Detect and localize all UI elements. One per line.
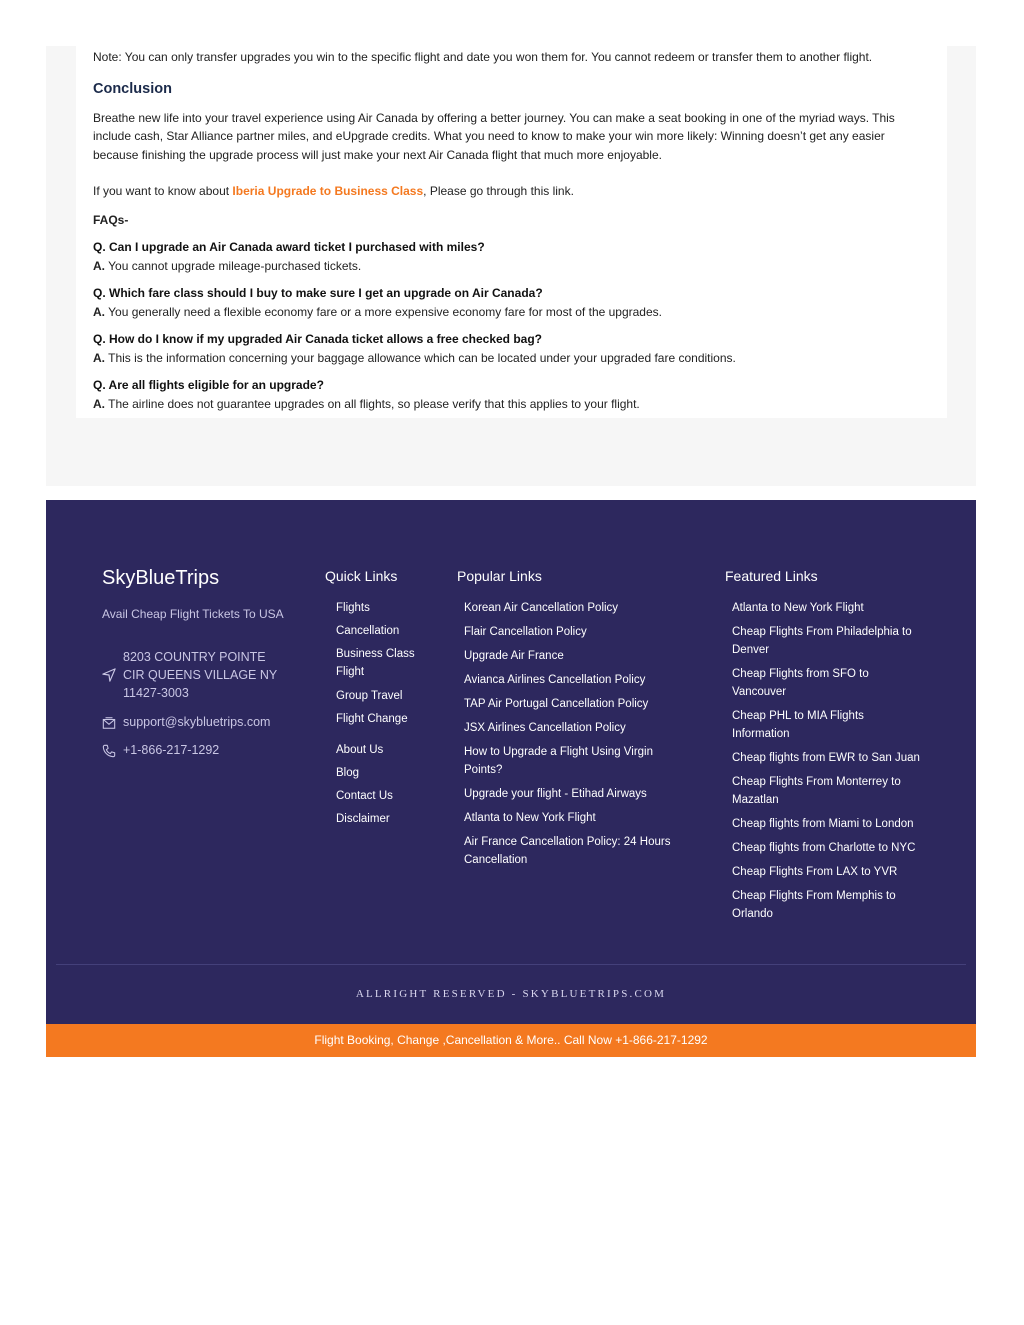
- related-link-suffix: , Please go through this link.: [423, 184, 574, 198]
- related-link-prefix: If you want to know about: [93, 184, 233, 198]
- faq-item: [93, 330, 923, 367]
- featured-links-list: [732, 599, 920, 923]
- quick-links-title: Quick Links: [325, 568, 398, 584]
- popular-link[interactable]: Avianca Airlines Cancellation Policy: [464, 674, 646, 686]
- quick-links-list-2: [336, 741, 393, 828]
- featured-link[interactable]: Cheap flights from Charlotte to NYC: [732, 842, 916, 854]
- conclusion-heading: Conclusion: [93, 80, 172, 97]
- faq-question: Q. How do I know if my upgraded Air Canada ticket allows a free checked bag?: [93, 332, 542, 346]
- popular-link[interactable]: Korean Air Cancellation Policy: [464, 602, 619, 614]
- featured-link-continued[interactable]: Information: [732, 728, 790, 740]
- call-now-bar[interactable]: Flight Booking, Change ,Cancellation & More.. Call Now +1-866-217-1292: [46, 1024, 976, 1057]
- faq-question: Q. Can I upgrade an Air Canada award ticket I purchased with miles?: [93, 240, 485, 254]
- popular-link[interactable]: Flair Cancellation Policy: [464, 626, 587, 638]
- quick-link-flight-change[interactable]: Flight Change: [336, 713, 408, 725]
- faqs-label: FAQs-: [93, 212, 129, 227]
- faq-answer-label: A.: [93, 258, 105, 273]
- featured-link[interactable]: Cheap Flights From Memphis to: [732, 890, 896, 902]
- phone-link[interactable]: +1-866-217-1292: [123, 743, 220, 757]
- note-text: Note: You can only transfer upgrades you win to the specific flight and date you won them for. You cannot redeem or transfer them to another flight.: [93, 50, 873, 64]
- faq-answer-label: A.: [93, 396, 105, 411]
- popular-link-continued[interactable]: Cancellation: [464, 854, 528, 866]
- quick-link-flights[interactable]: Flights: [336, 602, 370, 614]
- site-footer: [46, 500, 976, 1024]
- popular-links-list: [464, 599, 670, 869]
- faq-question: Q. Are all flights eligible for an upgrade?: [93, 378, 324, 392]
- quick-link-contact-us[interactable]: Contact Us: [336, 790, 393, 802]
- quick-link-group-travel[interactable]: Group Travel: [336, 690, 403, 702]
- address-line-1: 8203 COUNTRY POINTE: [123, 650, 266, 664]
- quick-link-business-class-flight[interactable]: Flight: [336, 666, 365, 678]
- featured-link[interactable]: Cheap Flights From LAX to YVR: [732, 866, 898, 878]
- conclusion-text: Breathe new life into your travel experience using Air Canada by offering a better journey. You can make a seat booking in one of the myriad ways. This include cash, Star Alliance partner miles, and eUpgrade credits. What you need to know to make your win more likely: Winning doesn’t get any easier because finishing the upgrade process will just make your next Air Canada flight that much more enjoyable.: [93, 110, 895, 162]
- quick-link-business-class[interactable]: Business Class: [336, 648, 415, 660]
- article-content: [93, 46, 923, 413]
- popular-link[interactable]: Upgrade your flight - Etihad Airways: [464, 788, 647, 800]
- envelope-icon: [102, 716, 116, 730]
- iberia-upgrade-link[interactable]: Iberia Upgrade to Business Class: [232, 184, 424, 198]
- popular-link[interactable]: Atlanta to New York Flight: [464, 812, 596, 824]
- featured-link[interactable]: Cheap Flights From Philadelphia to: [732, 626, 912, 638]
- faq-answer: [93, 395, 923, 414]
- email-link[interactable]: support@skybluetrips.com: [123, 715, 271, 729]
- popular-link[interactable]: JSX Airlines Cancellation Policy: [464, 722, 626, 734]
- popular-links-title: Popular Links: [457, 568, 542, 584]
- popular-link[interactable]: How to Upgrade a Flight Using Virgin: [464, 746, 653, 758]
- popular-link[interactable]: Air France Cancellation Policy: 24 Hours: [464, 836, 671, 848]
- featured-link[interactable]: Cheap Flights from SFO to: [732, 668, 869, 680]
- featured-link-continued[interactable]: Orlando: [732, 908, 773, 920]
- faq-answer-text: This is the information concerning your baggage allowance which can be located under your upgraded fare conditions.: [105, 350, 736, 365]
- quick-link-cancellation[interactable]: Cancellation: [336, 625, 400, 637]
- quick-links-list: [336, 599, 415, 728]
- related-link-line: [93, 182, 923, 201]
- phone-icon: [102, 744, 116, 758]
- featured-link-continued[interactable]: Denver: [732, 644, 770, 656]
- popular-link-continued[interactable]: Points?: [464, 764, 503, 776]
- faq-answer-text: You cannot upgrade mileage-purchased tickets.: [105, 258, 362, 273]
- featured-link[interactable]: Cheap Flights From Monterrey to: [732, 776, 901, 788]
- featured-link-continued[interactable]: Vancouver: [732, 686, 787, 698]
- quick-link-disclaimer[interactable]: Disclaimer: [336, 813, 390, 825]
- featured-links-title: Featured Links: [725, 568, 818, 584]
- featured-link[interactable]: Cheap PHL to MIA Flights: [732, 710, 864, 722]
- faq-answer-text: You generally need a flexible economy fare or a more expensive economy fare for most of the upgrades.: [105, 304, 662, 319]
- copyright-text: ALLRIGHT RESERVED - SKYBLUETRIPS.COM: [355, 988, 667, 1000]
- featured-link-continued[interactable]: Mazatlan: [732, 794, 779, 806]
- featured-link[interactable]: Cheap flights from Miami to London: [732, 818, 914, 830]
- faq-answer: [93, 303, 923, 322]
- popular-link[interactable]: Upgrade Air France: [464, 650, 564, 662]
- footer-divider: [56, 964, 966, 965]
- faq-item: [93, 376, 923, 413]
- footer-tagline: Avail Cheap Flight Tickets To USA: [102, 607, 284, 621]
- quick-link-blog[interactable]: Blog: [336, 767, 360, 779]
- quick-link-about-us[interactable]: About Us: [336, 744, 384, 756]
- faq-answer: [93, 349, 923, 368]
- faq-item: [93, 238, 923, 275]
- faq-item: [93, 284, 923, 321]
- faq-answer-label: A.: [93, 304, 105, 319]
- popular-link[interactable]: TAP Air Portugal Cancellation Policy: [464, 698, 649, 710]
- faq-answer-text: The airline does not guarantee upgrades on all flights, so please verify that this applies to your flight.: [105, 396, 640, 411]
- featured-link[interactable]: Cheap flights from EWR to San Juan: [732, 752, 920, 764]
- featured-link[interactable]: Atlanta to New York Flight: [732, 602, 864, 614]
- faq-answer-label: A.: [93, 350, 105, 365]
- faq-question: Q. Which fare class should I buy to make sure I get an upgrade on Air Canada?: [93, 286, 543, 300]
- address-line-3: 11427-3003: [123, 686, 189, 700]
- footer-brand-logo[interactable]: SkyBlueTrips: [102, 567, 220, 589]
- address-line-2: CIR QUEENS VILLAGE NY: [123, 668, 278, 682]
- location-arrow-icon: [102, 668, 116, 682]
- faq-answer: [93, 257, 923, 276]
